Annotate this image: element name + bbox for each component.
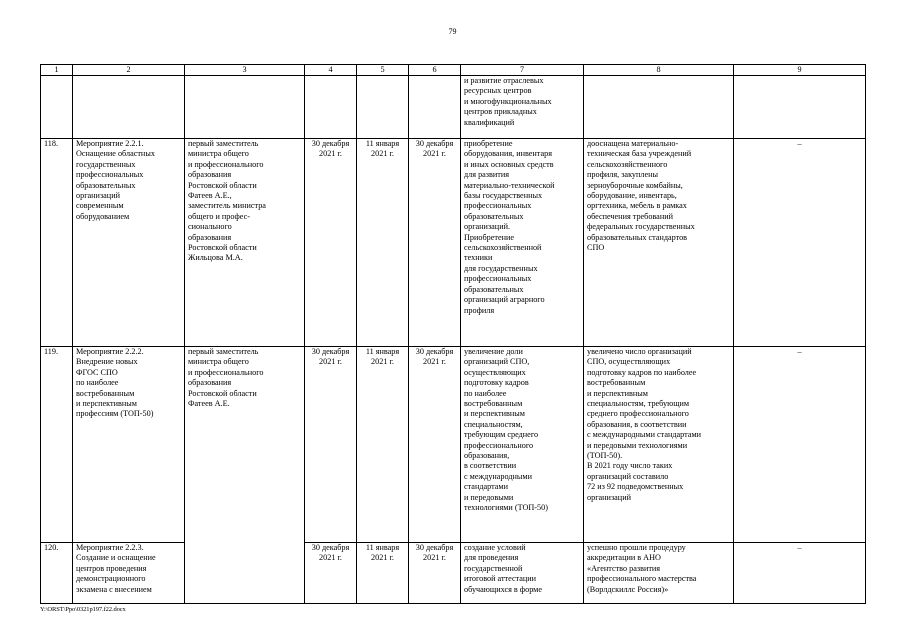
planned-date-cell: 30 декабря 2021 г. (305, 543, 357, 604)
actual-end-cell: 30 декабря 2021 г. (409, 139, 461, 347)
header-row (41, 65, 866, 76)
actual-end-cell: 30 декабря 2021 г. (409, 543, 461, 604)
file-path-footer: Y:\ORST\Ppo\0321p197.f22.docx (40, 606, 126, 613)
activity-name-cell: Мероприятие 2.2.2. Внедрение новых ФГОС СПО по наиболее востребованным и перспективным профессиям (ТОП-50) (73, 347, 185, 543)
page-number: 79 (448, 27, 457, 36)
table-row-continuation (41, 76, 866, 139)
activity-name-cell: Мероприятие 2.2.1. Оснащение областных государственных профессиональных образовательных организаций современным оборудованием (73, 139, 185, 347)
header-cell: 6 (409, 65, 461, 76)
actual-start-cell: 11 января 2021 г. (357, 139, 409, 347)
expected-result-cell: и развитие отраслевых ресурсных центров и многофункциональных центров прикладных квалификаций (461, 76, 584, 139)
row-number: 118. (41, 139, 73, 347)
actual-result-cell: успешно прошли процедуру аккредитации в АНО «Агентство развития профессионального мастерства (Ворлдскиллс Россия)» (584, 543, 734, 604)
header-cell: 9 (734, 65, 866, 76)
planned-date-cell: 30 декабря 2021 г. (305, 347, 357, 543)
actual-start-cell: 11 января 2021 г. (357, 347, 409, 543)
actual-result-cell: дооснащена материально- техническая база учреждений сельскохозяйственного профиля, закуплены зерноуборочные комбайны, оборудование, инвентарь, оргтехника, мебель в рамках обеспечения требований федеральных государственных образовательных стандартов СПО (584, 139, 734, 347)
responsible-cell: первый заместитель министра общего и профессионального образования Ростовской области Фатеев А.Е. (185, 347, 305, 543)
header-cell: 2 (73, 65, 185, 76)
responsible-cell (185, 543, 305, 604)
header-cell: 7 (461, 65, 584, 76)
expected-result-cell: увеличение доли организаций СПО, осуществляющих подготовку кадров по наиболее востребованным и перспективным специальностям, требующим среднего профессионального образования, в соответствии с международными стандартами и передовыми технологиями (ТОП-50) (461, 347, 584, 543)
activity-name-cell: Мероприятие 2.2.3. Создание и оснащение центров проведения демонстрационного экзамена с внесением (73, 543, 185, 604)
table-row (41, 139, 866, 347)
actual-start-cell: 11 января 2021 г. (357, 543, 409, 604)
row-number: 119. (41, 347, 73, 543)
row-number: 120. (41, 543, 73, 604)
header-cell: 1 (41, 65, 73, 76)
header-cell: 5 (357, 65, 409, 76)
actual-end-cell: 30 декабря 2021 г. (409, 347, 461, 543)
table-row (41, 543, 866, 604)
activities-table (40, 64, 866, 604)
actual-result-cell: увеличено число организаций СПО, осуществляющих подготовку кадров по наиболее востребованным и перспективным специальностям, требующим среднего профессионального образования, в соответствии с международными стандартами и передовыми технологиями (ТОП-50). В 2021 году число таких организаций составило 72 из 92 подведомственных организаций (584, 347, 734, 543)
expected-result-cell: создание условий для проведения государственной итоговой аттестации обучающихся в форме (461, 543, 584, 604)
note-cell: – (734, 347, 866, 543)
header-cell: 8 (584, 65, 734, 76)
expected-result-cell: приобретение оборудования, инвентаря и иных основных средств для развития материально-технической базы государственных профессиональных образовательных организаций. Приобретение сельскохозяйственной техники для государственных профессиональных образовательных организаций аграрного профиля (461, 139, 584, 347)
header-cell: 4 (305, 65, 357, 76)
table-row (41, 347, 866, 543)
header-cell: 3 (185, 65, 305, 76)
responsible-cell: первый заместитель министра общего и профессионального образования Ростовской области Фатеев А.Е., заместитель министра общего и профес- сионального образования Ростовской области Жильцова М.А. (185, 139, 305, 347)
planned-date-cell: 30 декабря 2021 г. (305, 139, 357, 347)
note-cell: – (734, 139, 866, 347)
note-cell: – (734, 543, 866, 604)
